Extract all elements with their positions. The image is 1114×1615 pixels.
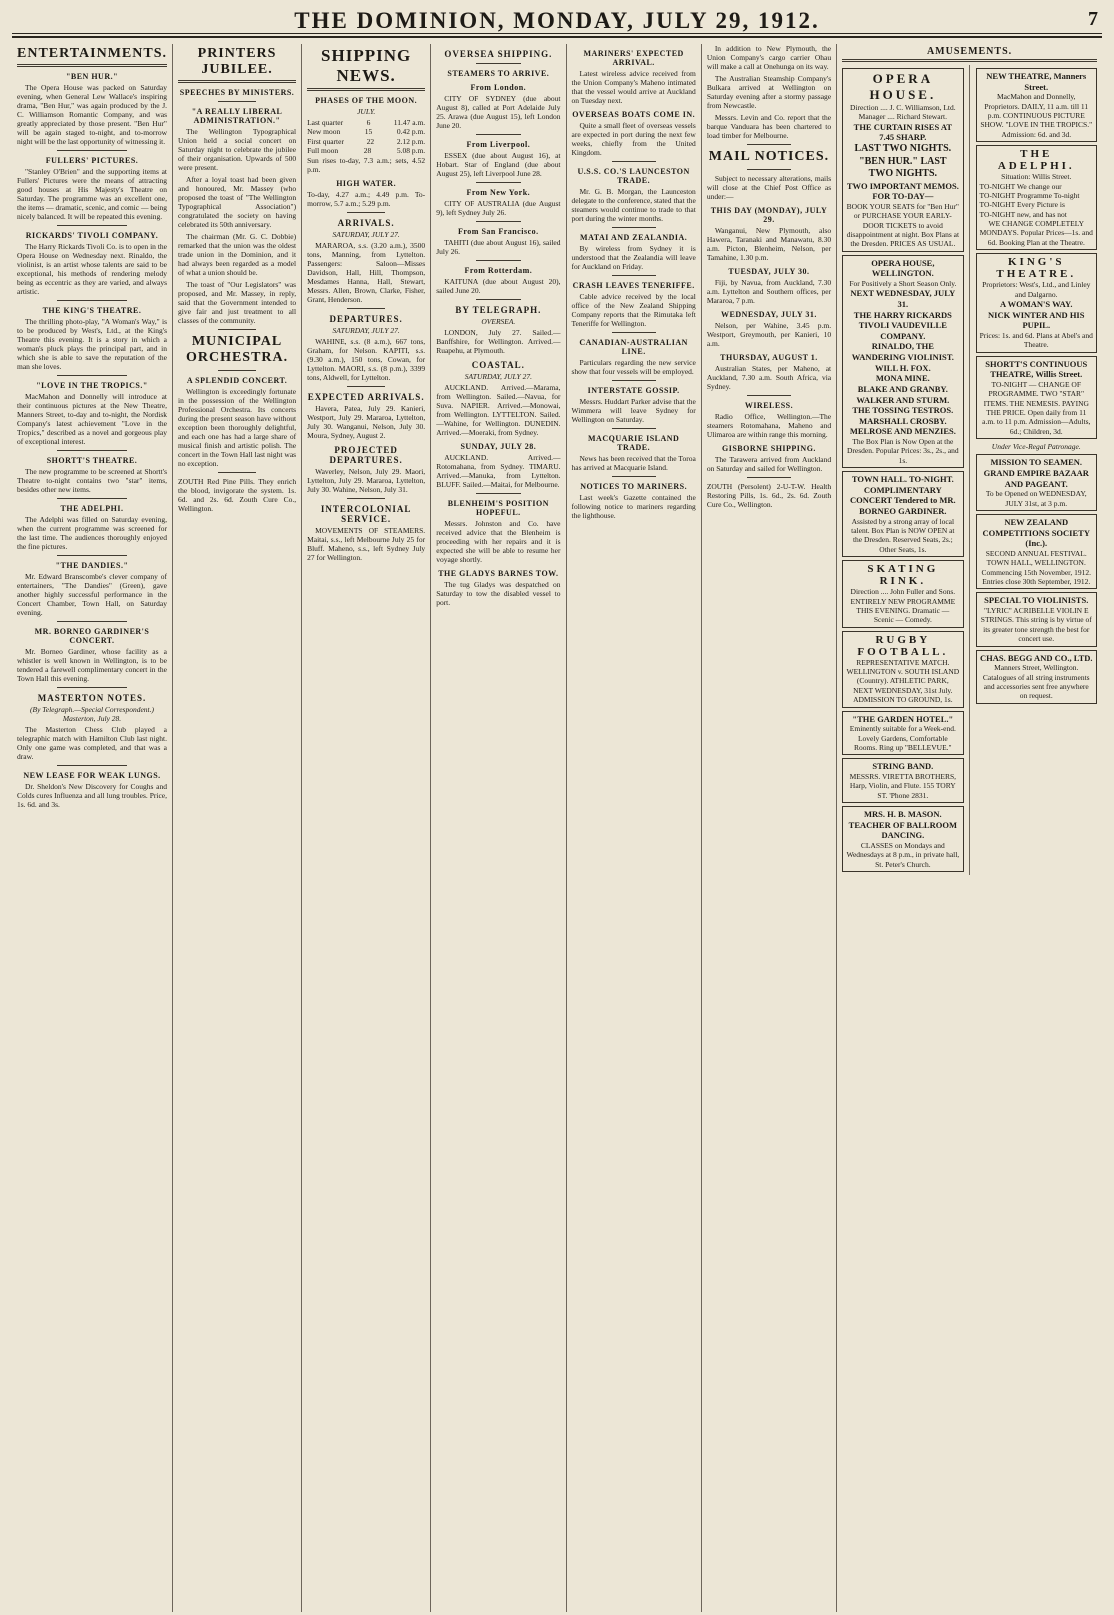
lung-ad-heading: NEW LEASE FOR WEAK LUNGS. (23, 771, 161, 780)
competitions-title: NEW ZEALAND COMPETITIONS SOCIETY (Inc.). (982, 517, 1090, 549)
mariners-section-divider (612, 275, 656, 276)
adelphi-foot: WE CHANGE COMPLETELY MONDAYS. Popular Prices—1s. and 6d. Booking Plan at the Theatre. (979, 219, 1093, 247)
adelphi-line: TO-NIGHT new, and has not (979, 209, 1067, 219)
kings-feature: A WOMAN'S WAY. (1000, 298, 1073, 309)
mariners-intro: Latest wireless advice received from the Union Company's Maheno intimated that the vessel would arrive at Auckland on Tuesday next. (571, 69, 696, 105)
moon-month: JULY. (357, 107, 376, 116)
printers-paragraph: The chairman (Mr. G. C. Dobbie) remarked that the union was the oldest trade union in the Dominion, and it had always been regarded as a model of what a union should be. (178, 232, 297, 277)
entertainment-section-divider (57, 375, 127, 376)
oversea-section-divider (476, 134, 520, 135)
oversea-section-text: CITY OF AUSTRALIA (due August 9), left Sydney July 26. (436, 199, 561, 217)
kings-theatre-ad (976, 253, 1097, 352)
moon-cell: New moon (307, 127, 341, 137)
oversea-sections (436, 83, 560, 295)
oversea-section-heading: From Liverpool. (466, 140, 531, 149)
tivoli-sub: For Positively a Short Season Only. (849, 278, 957, 288)
mariners-section-heading: MACQUARIE ISLAND TRADE. (587, 434, 680, 452)
moon-cell: First quarter (307, 136, 344, 146)
moon-cell: 11.47 a.m. (393, 118, 426, 127)
entertainment-section-divider (57, 621, 127, 622)
entertainment-section-divider (57, 450, 127, 451)
begg-text: Manners Street, Wellington. Catalogues of all string instruments and accessories sent free anywhere on request. (982, 663, 1090, 701)
entertainment-section-heading: "THE DANDIES." (55, 561, 129, 570)
masthead (12, 6, 1102, 38)
tivoli-act: MELROSE AND MENZIES. (849, 426, 956, 437)
skating-ad (842, 560, 963, 628)
mail-heading: MAIL NOTICES. (708, 149, 830, 164)
mariners-section-heading: OVERSEAS BOATS COME IN. (572, 110, 696, 119)
entertainment-section-heading: "BEN HUR." (65, 72, 119, 81)
gisborne-heading: GISBORNE SHIPPING. (722, 444, 816, 453)
column-printers-jubilee (173, 44, 302, 1612)
moon-cell: 15 (364, 127, 373, 137)
gisborne-text: The Tarawera arrived from Auckland on Saturday and sailed for Wellington. (706, 455, 832, 473)
opera-text: BOOK YOUR SEATS for "Ben Hur" or PURCHASE YOUR EARLY-DOOR TICKETS to avoid disappointment at night. Box Plans at the Dresden. PRICES AS USUAL. (846, 201, 960, 249)
zouth-ad: ZOUTH Red Pine Pills. They enrich the blood, invigorate the system. 1s. 6d. and 2s. 6d. Zouth Cure Co., Wellington. (178, 477, 297, 513)
oversea-section-divider (476, 182, 520, 183)
wireless-text: Radio Office, Wellington.—The steamers Rotomahana, Maheno and Ulimaroa are within range this morning. (706, 412, 832, 439)
mail-intro: Subject to necessary alterations, mails will close at the Chief Post Office as under:— (706, 174, 832, 201)
kings-sub: Proprietors: West's, Ltd., and Linley and Dalgarno. (982, 280, 1091, 299)
column-mail-notices (702, 44, 837, 1612)
col6-paragraphs (707, 74, 831, 140)
new-theatre-title: NEW THEATRE, Manners Street. (986, 71, 1087, 92)
tivoli-act: THE TOSSING TESTROS. (852, 405, 954, 416)
moon-cell: Last quarter (307, 118, 344, 127)
tivoli-date: NEXT WEDNESDAY, JULY 31. (850, 288, 956, 309)
adelphi-line: TO-NIGHT We change our (979, 181, 1062, 191)
mariners-section-text: News has been received that the Toroa has arrived at Macquarie Island. (571, 454, 696, 472)
oversea-section-heading: From London. (470, 83, 527, 92)
opera-last-nights: LAST TWO NIGHTS. "BEN HUR." LAST TWO NIGHTS. (854, 143, 952, 179)
printers-heading: PRINTERS JUBILEE. (197, 46, 277, 77)
telegraph-heading: BY TELEGRAPH. (455, 305, 542, 315)
entertainment-section-divider (57, 150, 127, 151)
entertainment-section-divider (57, 300, 127, 301)
amusements-heading: AMUSEMENTS. (926, 46, 1013, 57)
mail-day-text: Australian States, per Maheno, at Auckland, 7.30 a.m. South Africa, via Sydney. (706, 364, 832, 391)
printers-paragraph: The Wellington Typographical Union held a social concert on Saturday night to celebrate the jubilee of their organisation. Upwards of 500 were present. (178, 127, 297, 172)
tivoli-title: OPERA HOUSE, WELLINGTON. (871, 257, 935, 279)
shortts-ad (976, 356, 1097, 440)
entertainment-section-text: The Opera House was packed on Saturday evening, when General Lew Wallace's inspiring drama, "Ben Hur," was again produced by the J. C. Williamson Romantic Company, and was greatly appreciated by those present. "Ben Hur" will be again staged to-night, and to-morrow night will be the last opportunity of witnessing it. (17, 83, 167, 146)
mail-day-heading: THURSDAY, AUGUST 1. (720, 353, 818, 362)
entertainment-section-divider (57, 498, 127, 499)
shipping-heading: SHIPPING NEWS. (321, 46, 412, 85)
blenheim-text: Messrs. Johnston and Co. have received advice that the Blenheim is proceeding with her repairs and it is expected she will be able to resume her voyage shortly. (436, 519, 561, 564)
printers-paragraph: The toast of "Our Legislators" was proposed, and Mr. Massey, in reply, said that the Government intended to give fair and just treatment to all classes of the community. (178, 280, 297, 325)
violinists-ad (976, 592, 1097, 646)
mail-day-text: Fiji, by Navua, from Auckland, 7.30 a.m. Lyttelton and Southern offices, per Mararoa, 7 p.m. (706, 278, 832, 305)
dancing-ad (842, 806, 963, 872)
mariners-section-heading: U.S.S. CO.'S LAUNCESTON TRADE. (577, 167, 690, 185)
wireless-heading: WIRELESS. (744, 401, 794, 410)
opera-house-ad (842, 68, 963, 252)
mariners-section-divider (612, 161, 656, 162)
mariners-section-text: Cable advice received by the local office of the New Zealand Shipping Company reports that the Rimutaka left Teneriffe for Wellington. (571, 292, 696, 328)
mail-day-text: Wanganui, New Plymouth, also Hawera, Taranaki and Manawatu, 8.30 a.m. Picton, Blenheim, Nelson, per Tamahine, 1.30 p.m. (706, 226, 832, 262)
dancing-text: CLASSES on Mondays and Wednesdays at 8 p.m., in private hall, St. Peter's Church. (846, 840, 960, 869)
expected-heading: EXPECTED ARRIVALS. (307, 391, 425, 402)
column-mariners (567, 44, 702, 1612)
oversea-heading: OVERSEA SHIPPING. (444, 49, 553, 59)
entertainment-section-heading: THE ADELPHI. (60, 504, 124, 513)
oversea-section-divider (476, 260, 520, 261)
col6-intro: In addition to New Plymouth, the Union Company's cargo carrier Ohau will make a call at Onehunga on its way. (706, 44, 832, 71)
arrivals-heading: ARRIVALS. (337, 217, 395, 228)
page-number: 7 (1088, 8, 1098, 30)
townhall-text: Assisted by a strong array of local talent. Box Plan is NOW OPEN at the Dresden. Reserved Seats, 2s.; Other Seats, 1s. (851, 516, 955, 554)
string-band-ad (842, 758, 963, 803)
new-theatre-text: MacMahon and Donnelly, Proprietors. DAILY, 11 a.m. till 11 p.m. CONTINUOUS PICTURE SHOW. "LOVE IN THE TROPICS." Admission: 6d. and 3d. (980, 92, 1093, 139)
projected-text: Waverley, Nelson, July 29. Maori, Lyttelton, July 29. Mararoa, Lyttelton, July 30. Wahine, Nelson, July 31. (307, 466, 426, 494)
moon-heading: PHASES OF THE MOON. (315, 96, 418, 105)
mariners-heading: MARINERS' EXPECTED ARRIVAL. (583, 49, 684, 67)
mariners-section-divider (612, 332, 656, 333)
seamen-text: To be Opened on WEDNESDAY, JULY 31st, at 3 p.m. (985, 489, 1087, 508)
tivoli-act: WALKER AND STURM. (856, 394, 950, 405)
string-title: STRING BAND. (872, 761, 934, 772)
entertainment-section-text: The thrilling photo-play, "A Woman's Way," is to be produced by West's, Ltd., at the King's Theatre this evening. It is a story in which a woman's pluck plays the principal part, and in which she is able to save the reputation of the man she loves. (17, 317, 167, 371)
oversea-section-heading: From San Francisco. (458, 227, 539, 236)
townhall-sub: COMPLIMENTARY CONCERT Tendered to MR. BORNEO GARDINER. (850, 484, 956, 516)
moon-cell: 22 (366, 136, 375, 146)
departures-heading: DEPARTURES. (329, 313, 403, 324)
masterton-text: The Masterton Chess Club played a telegraphic match with Hamilton Club last night. Only one game was completed, and that was a draw. (17, 725, 167, 761)
tivoli-foot: The Box Plan is Now Open at the Dresden. Popular Prices: 3s., 2s., and 1s. (847, 437, 959, 465)
mail-days (707, 206, 831, 391)
vice-regal-note: Under Vice-Regal Patronage. (991, 442, 1081, 451)
skating-text: Direction .... John Fuller and Sons. ENTIRELY NEW PROGRAMME THIS EVENING. Dramatic — Scenic — Comedy. (850, 587, 956, 625)
municipal-subheading: A SPLENDID CONCERT. (186, 376, 288, 385)
coastal-text: AUCKLAND. Arrived.—Marama, from Wellington. Sailed.—Navua, for Suva. NAPIER. Arrived.—Monowai, from Wellington. LYTTELTON. Sailed.—Wahine, for Wellington. DUNEDIN. Arrived.—Moeraki, from Sydney. (436, 383, 561, 437)
mail-day-text: Nelson, per Wahine, 3.45 p.m. Westport, Greymouth, per Kanieri, 10 a.m. (706, 321, 832, 348)
entertainment-section-divider (57, 555, 127, 556)
moon-cell: 5.08 p.m. (396, 146, 426, 156)
column-amusements (837, 44, 1102, 1612)
entertainment-sections (17, 72, 167, 683)
oversea-section-text: TAHITI (due about August 16), sailed July 26. (436, 238, 561, 256)
begg-title: CHAS. BEGG AND CO., LTD. (979, 652, 1093, 663)
projected-heading: PROJECTED DEPARTURES. (329, 444, 403, 465)
blenheim-heading: BLENHEIM'S POSITION HOPEFUL. (447, 499, 549, 517)
tivoli-act: BLAKE AND GRANBY. (857, 383, 948, 394)
arrivals-date: SATURDAY, JULY 27. (332, 229, 400, 239)
oversea-section-text: CITY OF SYDNEY (due about August 8), called at Port Adelaide July 25. Arawa (due August 15), left London June 20. (436, 94, 561, 130)
kings-title: KING'S THEATRE. (996, 256, 1077, 281)
departures-date: SATURDAY, JULY 27. (332, 325, 400, 335)
entertainment-section-heading: "LOVE IN THE TROPICS." (36, 381, 148, 390)
rugby-text: REPRESENTATIVE MATCH. WELLINGTON v. SOUTH ISLAND (Country). ATHLETIC PARK, NEXT WEDNESDAY, 31st July. ADMISSION TO GROUND, 1s. (846, 657, 960, 705)
mariners-section-heading: CRASH LEAVES TENERIFFE. (572, 281, 695, 290)
mariners-section-text: Last week's Gazette contained the following notice to mariners regarding the lighthouse. (571, 493, 696, 520)
telegraph-text: LONDON, July 27. Sailed.—Banffshire, for Wellington. Arrived.—Ruapehu, at Plymouth. (436, 328, 561, 355)
moon-cell: 28 (363, 146, 372, 156)
columns (12, 44, 1102, 1612)
string-text: MESSRS. VIRETTA BROTHERS, Harp, Violin, and Flute. 155 TORY ST. 'Phone 2831. (849, 771, 957, 800)
townhall-concert-ad (842, 471, 963, 557)
opera-house-title: OPERA HOUSE. (869, 71, 937, 102)
opera-curtain: THE CURTAIN RISES AT 7.45 SHARP. (853, 121, 952, 143)
competitions-ad (976, 514, 1097, 589)
moon-row (307, 146, 425, 155)
rugby-ad (842, 631, 963, 708)
moon-cell: 2.12 p.m. (396, 136, 426, 146)
masterton-heading: MASTERTON NOTES. (37, 693, 147, 703)
amusements-left (842, 65, 969, 875)
column-oversea-shipping (431, 44, 566, 1612)
printers-paragraph: After a loyal toast had been given and honoured, Mr. Massey (who proposed the toast of "The Wellington Typographical Association") congratulated the society on having celebrated its 50th anniversary. (178, 175, 297, 229)
entertainment-section-heading: RICKARDS' TIVOLI COMPANY. (25, 231, 159, 240)
sunday-heading: SUNDAY, JULY 28. (460, 442, 537, 451)
entertainment-section-heading: THE KING'S THEATRE. (42, 306, 142, 315)
arrivals-text: MARAROA, s.s. (3.20 a.m.), 3500 tons, Manning, from Lyttelton. Passengers: Saloon—Misses Davidson, Hall, Hill, Thompson, Mesdames Hanna, Hall, Stewart, Messrs. Allen, Brown, Clarke, Fisher, Grant, Henderson. (307, 240, 426, 304)
tivoli-act: MARSHALL CROSBY. (859, 415, 947, 426)
col6-paragraph: The Australian Steamship Company's Bulkara arrived at Wellington on Saturday evening after a stormy passage from Newcastle. (706, 74, 832, 110)
kings-foot: Prices: 1s. and 6d. Plans at Abel's and Theatre. (979, 330, 1093, 350)
gladys-heading: THE GLADYS BARNES TOW. (438, 569, 559, 578)
amusements-right (976, 65, 1097, 875)
masterton-byline: (By Telegraph.—Special Correspondent.) Masterton, July 28. (29, 705, 154, 723)
mail-day-heading: WEDNESDAY, JULY 31. (721, 310, 817, 319)
begg-ad (976, 650, 1097, 704)
mariners-section-heading: INTERSTATE GOSSIP. (587, 386, 680, 395)
entertainment-section-text: The Harry Rickards Tivoli Co. is to open in the Opera House on Wednesday next. Rinaldo, the violinist, is an artist whose talents are said to be exceptional, his methods of rendering melody being as eccentric as they are varied, and always artistic. (17, 242, 167, 296)
townhall-title: TOWN HALL. TO-NIGHT. (851, 474, 954, 485)
mariners-section-heading: CANADIAN-AUSTRALIAN LINE. (579, 338, 688, 356)
coastal-date: SATURDAY, JULY 27. (464, 372, 532, 381)
sun-times: Sun rises to-day, 7.3 a.m.; sets, 4.52 p.m. (307, 155, 426, 174)
mariners-section-text: Mr. G. B. Morgan, the Launceston delegate to the conference, stated that the steamers would continue to trade to that port during the winter months. (571, 187, 696, 223)
mariners-section-heading: MATAI AND ZEALANDIA. (580, 233, 688, 242)
high-water-heading: HIGH WATER. (336, 178, 397, 188)
col6-paragraph: Messrs. Levin and Co. report that the barque Vanduara has been chartered to load timber for Melbourne. (706, 113, 832, 140)
kings-feature2: NICK WINTER AND HIS PUPIL. (988, 309, 1085, 331)
entertainment-section-text: The Adelphi was filled on Saturday evening, when the current programme was screened for the last time. The audiences thoroughly enjoyed the fine pictures. (17, 515, 167, 551)
moon-cell: 6 (366, 118, 371, 127)
mariners-section-text: Particulars regarding the new service show that four vessels will be employed. (571, 358, 696, 376)
oversea-section-divider (476, 221, 520, 222)
mariners-section-divider (612, 380, 656, 381)
adelphi-line: TO-NIGHT Every Picture is (979, 200, 1065, 210)
moon-cell: Full moon (307, 146, 339, 156)
gladys-text: The tug Gladys was despatched on Saturday to tow the disabled vessel to port. (436, 580, 561, 607)
high-water-text: To-day, 4.27 a.m.; 4.49 p.m. To-morrow, 5.7 a.m.; 5.29 p.m. (307, 189, 426, 208)
tivoli-act: WILL H. FOX. (874, 362, 931, 373)
departures-text: WAHINE, s.s. (8 a.m.), 667 tons, Graham, for Nelson. KAPITI, s.s. (9.30 a.m.), 150 tons, Cowan, for Lyttelton. MAORI, s.s. (8 p.m.), 3399 tons, Aldwell, for Lyttelton. (307, 336, 426, 382)
printers-subheading: SPEECHES BY MINISTERS. (179, 88, 295, 97)
dancing-title: MRS. H. B. MASON. TEACHER OF BALLROOM DANCING. (848, 809, 957, 841)
entertainment-section-text: The new programme to be screened at Shortt's Theatre to-night contains two "star" items, besides other new items. (17, 467, 167, 494)
entertainment-section-text: "Stanley O'Brien" and the supporting items at Fullers' Pictures were the means of attracting good houses at His Majesty's Theatre on Saturday. The programme was an excellent one, the items — dramatic, scenic, and comic — being nicely balanced. It will be repeated this evening. (17, 167, 167, 221)
oversea-section-text: KAITUNA (due about August 20), sailed June 20. (436, 277, 561, 295)
opera-memo: TWO IMPORTANT MEMOS. FOR TO-DAY— (846, 180, 959, 202)
adelphi-title: THE ADELPHI. (997, 148, 1075, 173)
entertainment-section-text: MacMahon and Donnelly will introduce at their continuous pictures at the New Theatre, Manners Street, to-day and to-night, the Nordisk Company's latest achievement "Love in the Tropics," described as a novel and gorgeous play of exceptional interest. (17, 392, 167, 446)
entertainment-section-text: Mr. Edward Branscombe's clever company of entertainers, "The Dandies" (Green), gave another highly successful performance in the Concert Chamber, Town Hall, on Saturday evening. (17, 572, 167, 617)
masthead-title: THE DOMINION, MONDAY, JULY 29, 1912. (294, 8, 820, 33)
adelphi-ad (976, 145, 1097, 250)
mariners-section-text: By wireless from Sydney it is understood that the Zealandia will leave for Auckland on Friday. (571, 244, 696, 271)
entertainment-section-heading: FULLERS' PICTURES. (45, 156, 139, 165)
oversea-subheading: STEAMERS TO ARRIVE. (447, 69, 550, 78)
opera-lessee: Direction .... J. C. Williamson, Ltd. Manager .... Richard Stewart. (850, 103, 956, 122)
printers-quote: "A REALLY LIBERAL ADMINISTRATION." (191, 107, 283, 125)
entertainments-heading: ENTERTAINMENTS. (17, 46, 167, 61)
adelphi-line: TO-NIGHT Programme To-night (979, 190, 1080, 200)
column-shipping-news (302, 44, 431, 1612)
column-entertainments (12, 44, 173, 1612)
tivoli-acts (846, 341, 959, 437)
mariners-section-text: Messrs. Huddart Parker advise that the Wimmera will leave Sydney for Wellington on Saturday. (571, 397, 696, 424)
new-theatre-ad (976, 68, 1097, 142)
moon-row (307, 118, 425, 127)
coastal-heading: COASTAL. (471, 360, 525, 370)
mail-day-heading: THIS DAY (MONDAY), JULY 29. (710, 206, 828, 224)
intercolonial-text: MOVEMENTS OF STEAMERS. Maitai, s.s., left Melbourne July 25 for Bluff. Maheno, s.s., left Sydney July 27 for Wellington. (307, 525, 426, 562)
mariners-section-divider (612, 227, 656, 228)
oversea-section-text: ESSEX (due about August 16), at Hobart. Star of England (due about August 25), left Liverpool June 28. (436, 151, 561, 178)
entertainment-section-text: Mr. Borneo Gardiner, whose facility as a whistler is well known in Wellington, is to be tendered a farewell complimentary concert in the Town Hall this evening. (17, 647, 167, 683)
competitions-text: SECOND ANNUAL FESTIVAL. TOWN HALL, WELLINGTON. Commencing 15th November, 1912. Entries close 30th September, 1912. (981, 548, 1091, 586)
moon-table (307, 118, 425, 156)
expected-text: Havera, Patea, July 29. Kanieri, Westport, July 29. Mararoa, Lyttelton, July 30. Wanganui, Nelson, July 30. Moura, Sydney, August 2. (307, 403, 426, 440)
mail-day-heading: TUESDAY, JULY 30. (728, 267, 810, 276)
seamen-title: MISSION TO SEAMEN. (990, 457, 1083, 468)
adelphi-sub: Situation: Willis Street. (1001, 172, 1072, 182)
mariners-section-text: Quite a small fleet of overseas vessels are expected in port during the next few weeks, chiefly from the United Kingdom. (571, 121, 696, 157)
seamen-ad (976, 454, 1097, 511)
garden-text: Eminently suitable for a Week-end. Lovely Gardens, Comfortable Rooms. Ring up "BELLEVUE." (849, 724, 956, 752)
tivoli-headline: THE HARRY RICKARDS TIVOLI VAUDEVILLE COMPANY. (853, 309, 952, 341)
seamen-sub: GRAND EMPIRE BAZAAR AND PAGEANT. (983, 468, 1089, 489)
skating-title: SKATING RINK. (867, 563, 939, 588)
mariners-section-divider (612, 476, 656, 477)
mariners-section-heading: NOTICES TO MARINERS. (580, 482, 688, 491)
entertainment-section-heading: MR. BORNEO GARDINER'S CONCERT. (34, 627, 150, 645)
telegraph-sub: OVERSEA. (481, 317, 516, 326)
garden-hotel-ad (842, 711, 963, 756)
mariners-section-divider (612, 428, 656, 429)
municipal-heading: MUNICIPAL ORCHESTRA. (185, 334, 289, 365)
tivoli-act: MONA MINE. (875, 373, 930, 384)
shortts-title: SHORTT'S CONTINUOUS THEATRE, Willis Street. (985, 358, 1088, 380)
tivoli-act: RINALDO, THE WANDERING VIOLINIST. (851, 341, 954, 362)
adelphi-lines (980, 182, 1093, 220)
shortts-text: TO-NIGHT — CHANGE OF PROGRAMME. TWO "STAR" ITEMS. THE NEMESIS. PAYING THE PRICE. Open daily from 11 a.m. to 11 p.m. Admission—Adults, 6d.; Children, 3d. (982, 379, 1091, 436)
oversea-section-heading: From New York. (466, 188, 531, 197)
oversea-section-heading: From Rotterdam. (464, 266, 533, 275)
intercolonial-heading: INTERCOLONIAL SERVICE. (320, 503, 412, 524)
entertainment-section-divider (57, 225, 127, 226)
entertainment-section-heading: SHORTT'S THEATRE. (46, 456, 138, 465)
municipal-text: Wellington is exceedingly fortunate in the possession of the Wellington Professional Orchestra. Its concerts during the present season have without exception been thoroughly delightful, and each one has had a large share of musical finish and artistic polish. The concert in the Town Hall last night was no exception. (178, 387, 297, 468)
mariners-sections (572, 110, 696, 520)
violinists-text: "LYRIC" ACRIBELLE VIOLIN E STRINGS. This string is by virtue of its greater tone strength the best for concert use. (980, 606, 1092, 644)
garden-title: "THE GARDEN HOTEL." (852, 713, 954, 724)
rugby-title: RUGBY FOOTBALL. (857, 633, 949, 658)
moon-row (307, 127, 425, 136)
moon-cell: 0.42 p.m. (396, 127, 426, 137)
lung-ad-text: Dr. Sheldon's New Discovery for Coughs and Colds cures Influenza and all lung troubles. Price, 1s. 6d. and 3s. (17, 782, 167, 809)
violinists-title: SPECIAL TO VIOLINISTS. (984, 595, 1089, 606)
zouth-pills-ad: ZOUTH (Persolent) 2-U-T-W. Health Restoring Pills, 1s. 6d., 2s. 6d. Zouth Cure Co., Wellington. (706, 482, 832, 509)
sunday-text: AUCKLAND. Arrived.—Rotomahana, from Sydney. TIMARU. Arrived.—Manuka, from Lyttelton. BLUFF. Sailed.—Maitai, for Melbourne. (436, 453, 561, 489)
moon-row (307, 137, 425, 146)
tivoli-ad (842, 255, 963, 469)
printers-paragraphs (178, 127, 296, 325)
